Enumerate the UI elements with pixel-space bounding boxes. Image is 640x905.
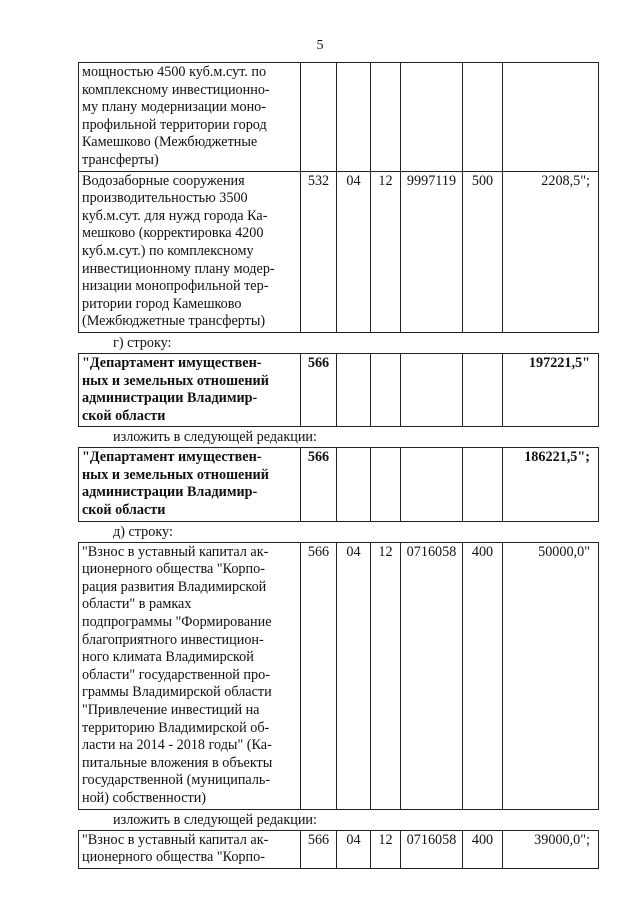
row-description [79, 542, 301, 809]
cell-section: 04 [337, 171, 371, 332]
cell-ministry-code: 566 [301, 353, 337, 426]
cell-empty [371, 353, 401, 426]
desc-line: администрации Владимир- [82, 390, 258, 407]
desc-line: трансферты) [82, 151, 159, 168]
cell-empty [337, 63, 371, 172]
cell-expense-type: 400 [463, 542, 503, 809]
cell-target-article: 9997119 [401, 171, 463, 332]
page-number: 5 [316, 38, 324, 53]
desc-line: ласти на 2014 - 2018 годы" (Ка- [82, 737, 272, 754]
cell-empty [401, 448, 463, 521]
table-row [79, 353, 599, 426]
row-description [79, 63, 301, 172]
cell-subsection: 12 [371, 830, 401, 868]
desc-line: области" государственной про- [82, 666, 270, 683]
desc-line: "Департамент имуществен- [82, 354, 262, 371]
cell-ministry-code: 532 [301, 171, 337, 332]
cell-subsection: 12 [371, 171, 401, 332]
desc-line: ской области [82, 407, 166, 424]
desc-line: комплексному инвестиционно- [82, 81, 270, 98]
budget-table-part3 [78, 447, 599, 521]
desc-line: ционерного общества "Корпо- [82, 849, 265, 866]
cell-expense-type: 400 [463, 830, 503, 868]
desc-line: ционерного общества "Корпо- [82, 561, 265, 578]
cell-empty [371, 448, 401, 521]
desc-line: ритории город Камешково [82, 295, 242, 312]
desc-line: благоприятного инвестицион- [82, 631, 264, 648]
row-description [79, 830, 301, 868]
instruction-edit: изложить в следующей редакции: [113, 811, 317, 828]
table-row [79, 448, 599, 521]
cell-ministry-code: 566 [301, 448, 337, 521]
cell-empty [463, 448, 503, 521]
cell-ministry-code: 566 [301, 542, 337, 809]
desc-line: администрации Владимир- [82, 484, 258, 501]
row-description [79, 171, 301, 332]
desc-line: рация развития Владимирской [82, 578, 267, 595]
desc-line: Водозаборные сооружения [82, 172, 245, 189]
desc-line: куб.м.сут. для нужд города Ка- [82, 207, 268, 224]
budget-table-part4 [78, 542, 599, 810]
desc-line: Камешково (Межбюджетные [82, 134, 258, 151]
cell-target-article: 0716058 [401, 542, 463, 809]
desc-line: территорию Владимирской об- [82, 719, 270, 736]
cell-sum: 186221,5"; [503, 448, 599, 521]
cell-section: 04 [337, 542, 371, 809]
cell-empty [463, 353, 503, 426]
cell-target-article: 0716058 [401, 830, 463, 868]
desc-line: "Взнос в уставный капитал ак- [82, 831, 269, 848]
table-row [79, 830, 599, 868]
row-description [79, 448, 301, 521]
cell-empty [337, 353, 371, 426]
cell-empty [301, 63, 337, 172]
cell-expense-type: 500 [463, 171, 503, 332]
table-row [79, 171, 599, 332]
cell-sum: 2208,5"; [503, 171, 599, 332]
budget-table-part5 [78, 830, 599, 869]
desc-line: инвестиционному плану модер- [82, 260, 275, 277]
cell-sum: 39000,0"; [503, 830, 599, 868]
desc-line: питальные вложения в объекты [82, 754, 273, 771]
cell-sum: 197221,5" [503, 353, 599, 426]
desc-line: ного климата Владимирской [82, 649, 254, 666]
cell-empty [463, 63, 503, 172]
desc-line: низации монопрофильной тер- [82, 278, 269, 295]
desc-line: ной) собственности) [82, 789, 207, 806]
desc-line: "Взнос в уставный капитал ак- [82, 543, 269, 560]
table-row [79, 63, 599, 172]
budget-table-part1 [78, 62, 599, 333]
cell-empty [337, 448, 371, 521]
desc-line: ных и земельных отношений [82, 372, 269, 389]
document-body [78, 62, 598, 869]
cell-subsection: 12 [371, 542, 401, 809]
instruction-d: д) строку: [113, 523, 173, 540]
desc-line: "Привлечение инвестиций на [82, 702, 260, 718]
desc-line: профильной территории город [82, 116, 267, 133]
desc-line: граммы Владимирской области [82, 684, 272, 701]
cell-empty [371, 63, 401, 172]
desc-line: ской области [82, 502, 166, 519]
budget-table-part2 [78, 353, 599, 427]
instruction-edit: изложить в следующей редакции: [113, 429, 317, 446]
desc-line: му плану модернизации моно- [82, 99, 266, 116]
desc-line: мощностью 4500 куб.м.сут. по [82, 64, 267, 80]
instruction-g: г) строку: [113, 334, 172, 351]
cell-empty [401, 63, 463, 172]
desc-line: "Департамент имуществен- [82, 449, 262, 466]
desc-line: (Межбюджетные трансферты) [82, 313, 266, 330]
desc-line: куб.м.сут.) по комплексному [82, 242, 254, 259]
cell-empty [401, 353, 463, 426]
desc-line: государственной (муниципаль- [82, 772, 271, 789]
desc-line: подпрограммы "Формирование [82, 614, 272, 631]
cell-ministry-code: 566 [301, 830, 337, 868]
cell-section: 04 [337, 830, 371, 868]
desc-line: производительностью 3500 [82, 190, 248, 207]
cell-empty [503, 63, 599, 172]
desc-line: мешково (корректировка 4200 [82, 225, 264, 242]
desc-line: области" в рамках [82, 596, 192, 613]
table-row [79, 542, 599, 809]
desc-line: ных и земельных отношений [82, 466, 269, 483]
row-description [79, 353, 301, 426]
cell-sum: 50000,0" [503, 542, 599, 809]
